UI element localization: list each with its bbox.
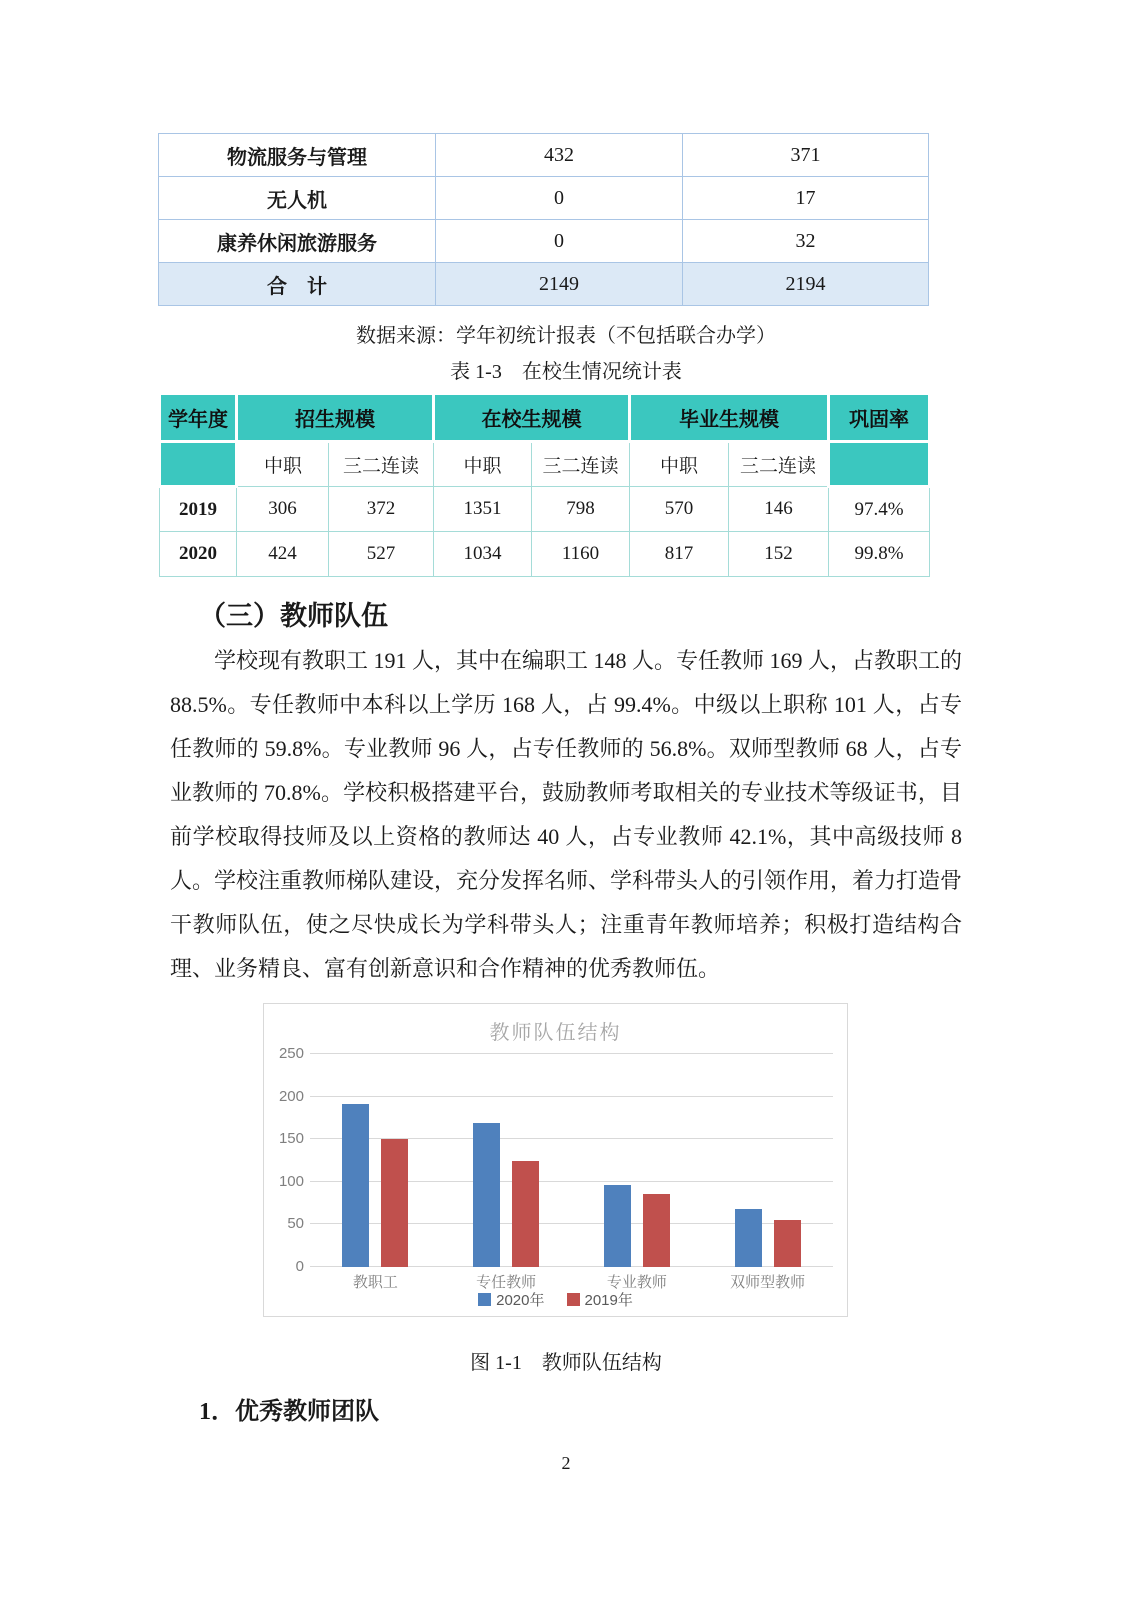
subheader-row: [160, 442, 930, 487]
total-value-cell: 2194: [683, 263, 929, 306]
value-cell: 527: [329, 532, 434, 577]
header-row: [160, 394, 930, 442]
bar-2020年: [342, 1104, 369, 1267]
program-value-cell: 432: [436, 134, 683, 177]
total-value-cell: 2149: [436, 263, 683, 306]
bar-2020年: [604, 1185, 631, 1267]
section-paragraph: 学校现有教职工 191 人，其中在编职工 148 人。专任教师 169 人，占教职工的 88.5%。专任教师中本科以上学历 168 人，占 99.4%。中级以上职称 101 人，占专任教师的 59.8%。专业教师 96 人，占专任教师的 56.8%。双师型教师 68 人，占专业教师的 70.8%。学校积极搭建平台，鼓励教师考取相关的专业技术等级证书，目前学校取得技师及以上资格的教师达 40 人，占专业教师 42.1%，其中高级技师 8 人。学校注重教师梯队建设，充分发挥名师、学科带头人的引领作用，着力打造骨干教师队伍，使之尽快成长为学科带头人；注重青年教师培养；积极打造结构合理、业务精良、富有创新意识和合作精神的优秀教师伍。: [170, 648, 963, 981]
category-label: 教职工: [352, 1274, 398, 1291]
table-row: [159, 134, 929, 177]
bar-group: [441, 1054, 572, 1267]
y-tick-label: 50: [287, 1215, 304, 1233]
legend-item-2019: [567, 1289, 633, 1310]
value-cell: 570: [630, 487, 729, 532]
header-current-cell: 在校生规模: [434, 394, 630, 442]
figure-caption: 图 1-1 教师队伍结构: [470, 1352, 662, 1374]
y-tick-label: 100: [278, 1172, 304, 1190]
category-label: 专业教师: [606, 1274, 667, 1291]
retention-cell: 97.4%: [829, 487, 930, 532]
table-row: [159, 220, 929, 263]
program-name-cell: 康养休闲旅游服务: [159, 220, 436, 263]
program-value-cell: 17: [683, 177, 929, 220]
retention-cell: 99.8%: [829, 532, 930, 577]
category-label: 专任教师: [476, 1274, 537, 1291]
category-label: 双师型教师: [730, 1274, 806, 1291]
bar-group: [310, 1054, 441, 1267]
table-caption: 表 1-3 在校生情况统计表: [450, 361, 682, 383]
value-cell: 306: [237, 487, 329, 532]
year-cell: 2020: [160, 532, 237, 577]
value-cell: 1351: [434, 487, 532, 532]
value-cell: 798: [532, 487, 630, 532]
year-cell: 2019: [160, 487, 237, 532]
data-source-note: 数据来源：学年初统计报表（不包括联合办学）: [356, 325, 776, 347]
bar-2019年: [512, 1161, 539, 1268]
header-enroll-cell: 招生规模: [237, 394, 434, 442]
legend-swatch-blue-icon: [478, 1293, 491, 1306]
y-tick-label: 0: [295, 1258, 304, 1275]
bar-2020年: [735, 1209, 762, 1267]
chart-plot: [310, 1054, 833, 1267]
y-tick-label: 250: [278, 1045, 304, 1062]
program-name-cell: 物流服务与管理: [159, 134, 436, 177]
chart-plot-area: [274, 1045, 833, 1275]
legend-item-2020: [478, 1289, 544, 1310]
enrollment-table: [158, 392, 931, 577]
subheader-cell: 三二连读: [329, 442, 434, 487]
program-name-cell: 无人机: [159, 177, 436, 220]
bar-group: [702, 1054, 833, 1267]
legend-label: 2019年: [584, 1292, 633, 1309]
header-year-cell: 学年度: [160, 394, 237, 442]
program-value-cell: 0: [436, 177, 683, 220]
bar-2020年: [473, 1123, 500, 1267]
table-row: [160, 532, 930, 577]
header-retention-cell: 巩固率: [829, 394, 930, 442]
bar-2019年: [643, 1194, 670, 1267]
section-heading: （三）教师队伍: [199, 601, 388, 631]
value-cell: 817: [630, 532, 729, 577]
header-spacer-cell: [829, 442, 930, 487]
y-tick-label: 200: [278, 1087, 304, 1105]
header-spacer-cell: [160, 442, 237, 487]
value-cell: 146: [729, 487, 829, 532]
bar-2019年: [381, 1139, 408, 1267]
programs-table: [158, 133, 929, 306]
program-value-cell: 0: [436, 220, 683, 263]
table-row: [159, 177, 929, 220]
teacher-structure-chart: [263, 1003, 848, 1317]
total-row: [159, 263, 929, 306]
subheader-cell: 中职: [434, 442, 532, 487]
subheader-cell: 三二连读: [729, 442, 829, 487]
total-label-cell: 合 计: [159, 263, 436, 306]
program-value-cell: 32: [683, 220, 929, 263]
gridline: [310, 1096, 833, 1097]
table-row: [160, 487, 930, 532]
bar-group: [572, 1054, 703, 1267]
chart-legend: [264, 1289, 847, 1310]
subheader-cell: 中职: [630, 442, 729, 487]
subheader-cell: 中职: [237, 442, 329, 487]
bar-2019年: [774, 1220, 801, 1267]
page-number: 2: [561, 1453, 571, 1473]
value-cell: 1160: [532, 532, 630, 577]
value-cell: 152: [729, 532, 829, 577]
value-cell: 1034: [434, 532, 532, 577]
value-cell: 372: [329, 487, 434, 532]
gridline: [310, 1053, 833, 1054]
chart-y-axis: [274, 1045, 310, 1275]
legend-swatch-red-icon: [567, 1293, 580, 1306]
chart-title: 教师队伍结构: [489, 1022, 622, 1044]
program-value-cell: 371: [683, 134, 929, 177]
subsection-heading: 1．优秀教师团队: [199, 1399, 379, 1425]
value-cell: 424: [237, 532, 329, 577]
header-graduate-cell: 毕业生规模: [630, 394, 829, 442]
legend-label: 2020年: [496, 1292, 545, 1309]
y-tick-label: 150: [278, 1130, 304, 1148]
subheader-cell: 三二连读: [532, 442, 630, 487]
